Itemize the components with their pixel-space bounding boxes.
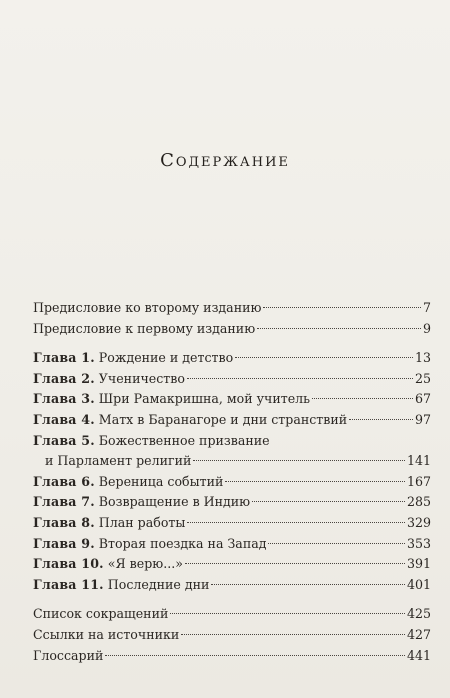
entry-title: Последние дни	[107, 576, 210, 592]
entry-page: 97	[414, 411, 431, 427]
dot-leader	[187, 378, 413, 379]
chapter-number: Глава 7.	[33, 494, 95, 510]
dot-leader	[185, 563, 405, 564]
entry-page: 9	[422, 320, 431, 336]
toc-entry	[33, 575, 431, 596]
chapter-number: Глава 3.	[33, 391, 95, 407]
dot-leader	[257, 328, 421, 329]
toc-entry	[33, 513, 431, 534]
entry-title: Возвращение в Индию	[98, 494, 251, 510]
dot-leader	[349, 419, 413, 420]
entry-title-continuation: и Парламент религий	[45, 453, 192, 469]
entry-title: План работы	[98, 514, 186, 530]
entry-page: 329	[406, 514, 431, 530]
dot-leader	[181, 634, 405, 635]
chapter-number: Глава 6.	[33, 473, 95, 489]
toc-entry	[33, 472, 431, 493]
entry-page: 25	[414, 370, 431, 386]
prefaces-section	[33, 298, 431, 339]
entry-title: Ученичество	[98, 370, 185, 386]
dot-leader	[105, 655, 405, 656]
toc-entry	[33, 431, 431, 452]
toc-entry-continuation	[33, 451, 431, 472]
entry-page: 353	[406, 535, 431, 551]
entry-title: «Я верю...»	[107, 556, 183, 572]
table-of-contents	[33, 298, 431, 666]
toc-entry	[33, 369, 431, 390]
entry-page: 7	[422, 300, 431, 315]
entry-page: 285	[406, 494, 431, 510]
chapter-number: Глава 9.	[33, 535, 95, 551]
toc-entry	[33, 554, 431, 575]
chapter-number: Глава 8.	[33, 514, 95, 530]
toc-entry	[33, 298, 431, 319]
toc-entry	[33, 389, 431, 410]
dot-leader	[312, 398, 413, 399]
entry-page: 425	[406, 606, 431, 622]
chapter-number: Глава 2.	[33, 370, 95, 386]
dot-leader	[252, 501, 405, 502]
entry-title: Ссылки на источники	[33, 626, 180, 642]
entry-page: 67	[414, 391, 431, 407]
entry-title: Шри Рамакришна, мой учитель	[98, 391, 311, 407]
chapter-number: Глава 1.	[33, 350, 95, 366]
dot-leader	[187, 522, 405, 523]
dot-leader	[225, 481, 405, 482]
entry-title: Предисловие ко второму изданию	[33, 300, 262, 315]
dot-leader	[268, 543, 404, 544]
dot-leader	[193, 460, 405, 461]
entry-page: 401	[406, 576, 431, 592]
entry-title: Божественное призвание	[98, 432, 270, 448]
page-title: Содержание	[160, 150, 290, 171]
dot-leader	[211, 584, 405, 585]
chapters-section	[33, 348, 431, 595]
entry-page: 167	[406, 473, 431, 489]
entry-title: Рождение и детство	[98, 350, 234, 366]
entry-title: Матх в Баранагоре и дни странствий	[98, 411, 348, 427]
dot-leader	[170, 613, 405, 614]
toc-entry	[33, 319, 431, 340]
entry-page: 427	[406, 626, 431, 642]
entry-page: 13	[414, 350, 431, 366]
toc-entry	[33, 492, 431, 513]
appendices-section	[33, 604, 431, 666]
entry-title: Глоссарий	[33, 647, 104, 663]
chapter-number: Глава 4.	[33, 411, 95, 427]
entry-title: Вереница событий	[98, 473, 224, 489]
toc-entry	[33, 534, 431, 555]
entry-page: 141	[406, 453, 431, 469]
toc-entry	[33, 604, 431, 625]
entry-title: Предисловие к первому изданию	[33, 320, 256, 336]
chapter-number: Глава 10.	[33, 556, 104, 572]
toc-entry	[33, 410, 431, 431]
toc-entry	[33, 646, 431, 667]
dot-leader	[235, 357, 413, 358]
dot-leader	[263, 307, 421, 308]
entry-title: Вторая поездка на Запад	[98, 535, 267, 551]
chapter-number: Глава 5.	[33, 432, 95, 448]
toc-entry	[33, 348, 431, 369]
entry-page: 391	[406, 556, 431, 572]
entry-title: Список сокращений	[33, 606, 169, 622]
entry-page: 441	[406, 647, 431, 663]
chapter-number: Глава 11.	[33, 576, 104, 592]
toc-entry	[33, 625, 431, 646]
